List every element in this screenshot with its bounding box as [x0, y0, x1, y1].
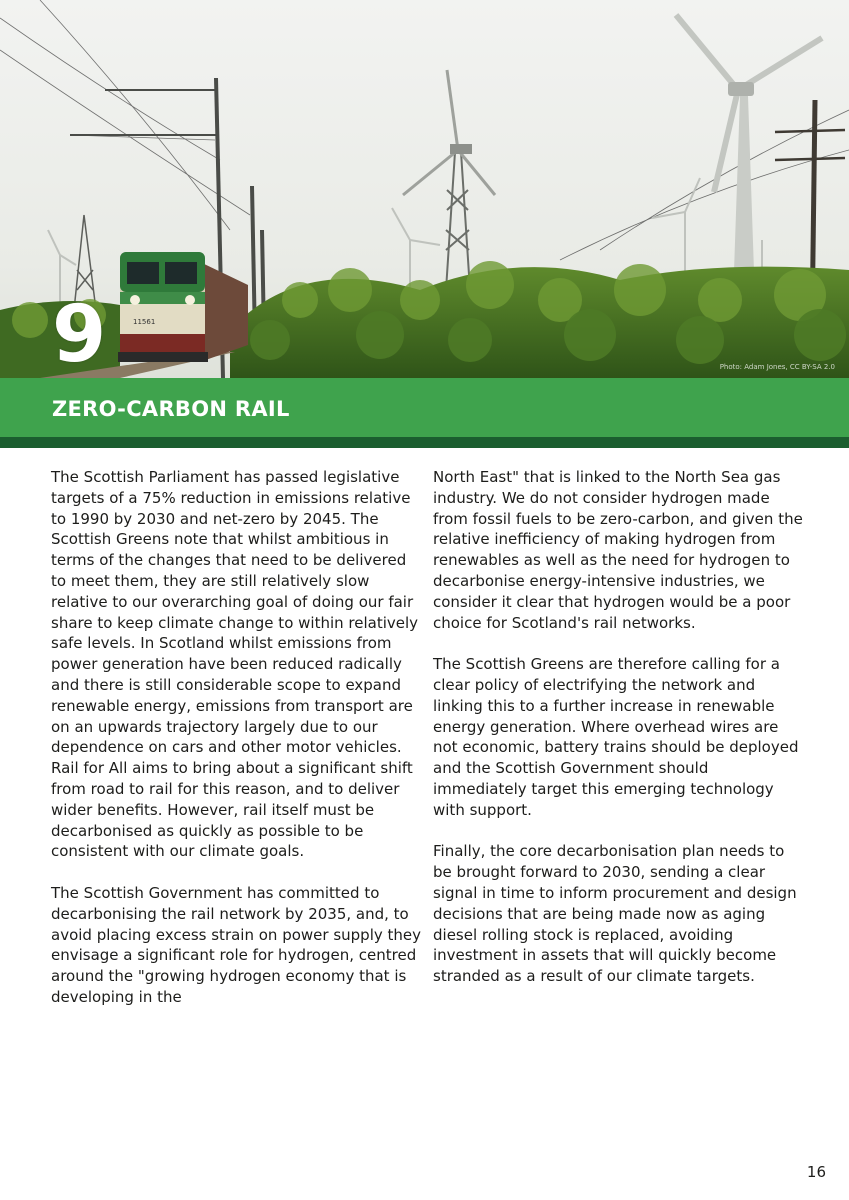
title-band	[0, 378, 849, 437]
train-plate: 11561	[133, 318, 156, 326]
paragraph: Finally, the core decarbonisation plan needs to be brought forward to 2030, sending a clear signal in time to inform procurement and design decisions that are being made now as aging diesel rolling stock is replaced, avoiding investment in assets that will quickly become stranded as a result of our climate targets.	[433, 842, 797, 986]
right-column	[433, 467, 803, 1008]
hero-illustration	[0, 0, 849, 378]
paragraph: The Scottish Greens are therefore calling for a clear policy of electrifying the network and linking this to a further increase in renewable energy generation. Where overhead wires are not economic, battery trains should be deployed and the Scottish Government should immediately target this emerging technology with support.	[433, 655, 799, 819]
page-number: 16	[806, 1163, 826, 1181]
hero-photo	[0, 0, 849, 378]
left-column	[51, 467, 421, 1029]
chapter-title: ZERO-CARBON RAIL	[52, 397, 290, 421]
paragraph: The Scottish Government has committed to decarbonising the rail network by 2035, and, to avoid placing excess strain on power supply they envisage a significant role for hydrogen, centred around the "growing hydrogen economy that is developing in the	[51, 883, 421, 1006]
photo-credit: Photo: Adam Jones, CC BY-SA 2.0	[719, 363, 835, 371]
paragraph: North East" that is linked to the North Sea gas industry. We do not consider hydrogen made from fossil fuels to be zero-carbon, and given the relative inefficiency of making hydrogen from renewables as well as the need for hydrogen to decarbonise energy-intensive industries, we consider it clear that hydrogen would be a poor choice for Scotland's rail networks.	[433, 468, 803, 632]
chapter-number: 9	[52, 290, 105, 378]
divider-stripe	[0, 437, 849, 448]
paragraph: The Scottish Parliament has passed legislative targets of a 75% reduction in emissions relative to 1990 by 2030 and net-zero by 2045. The Scottish Greens note that whilst ambitious in terms of the changes that need to be delivered to meet them, they are still relatively slow relative to our overarching goal of doing our fair share to keep climate change to within relatively safe levels. In Scotland whilst emissions from power generation have been reduced radically and there is still considerable scope to expand renewable energy, emissions from transport are on an upwards trajectory largely due to our dependence on cars and other motor vehicles. Rail for All aims to bring about a significant shift from road to rail for this reason, and to deliver wider benefits. However, rail itself must be decarbonised as quickly as possible to be consistent with our climate goals.	[51, 468, 419, 861]
